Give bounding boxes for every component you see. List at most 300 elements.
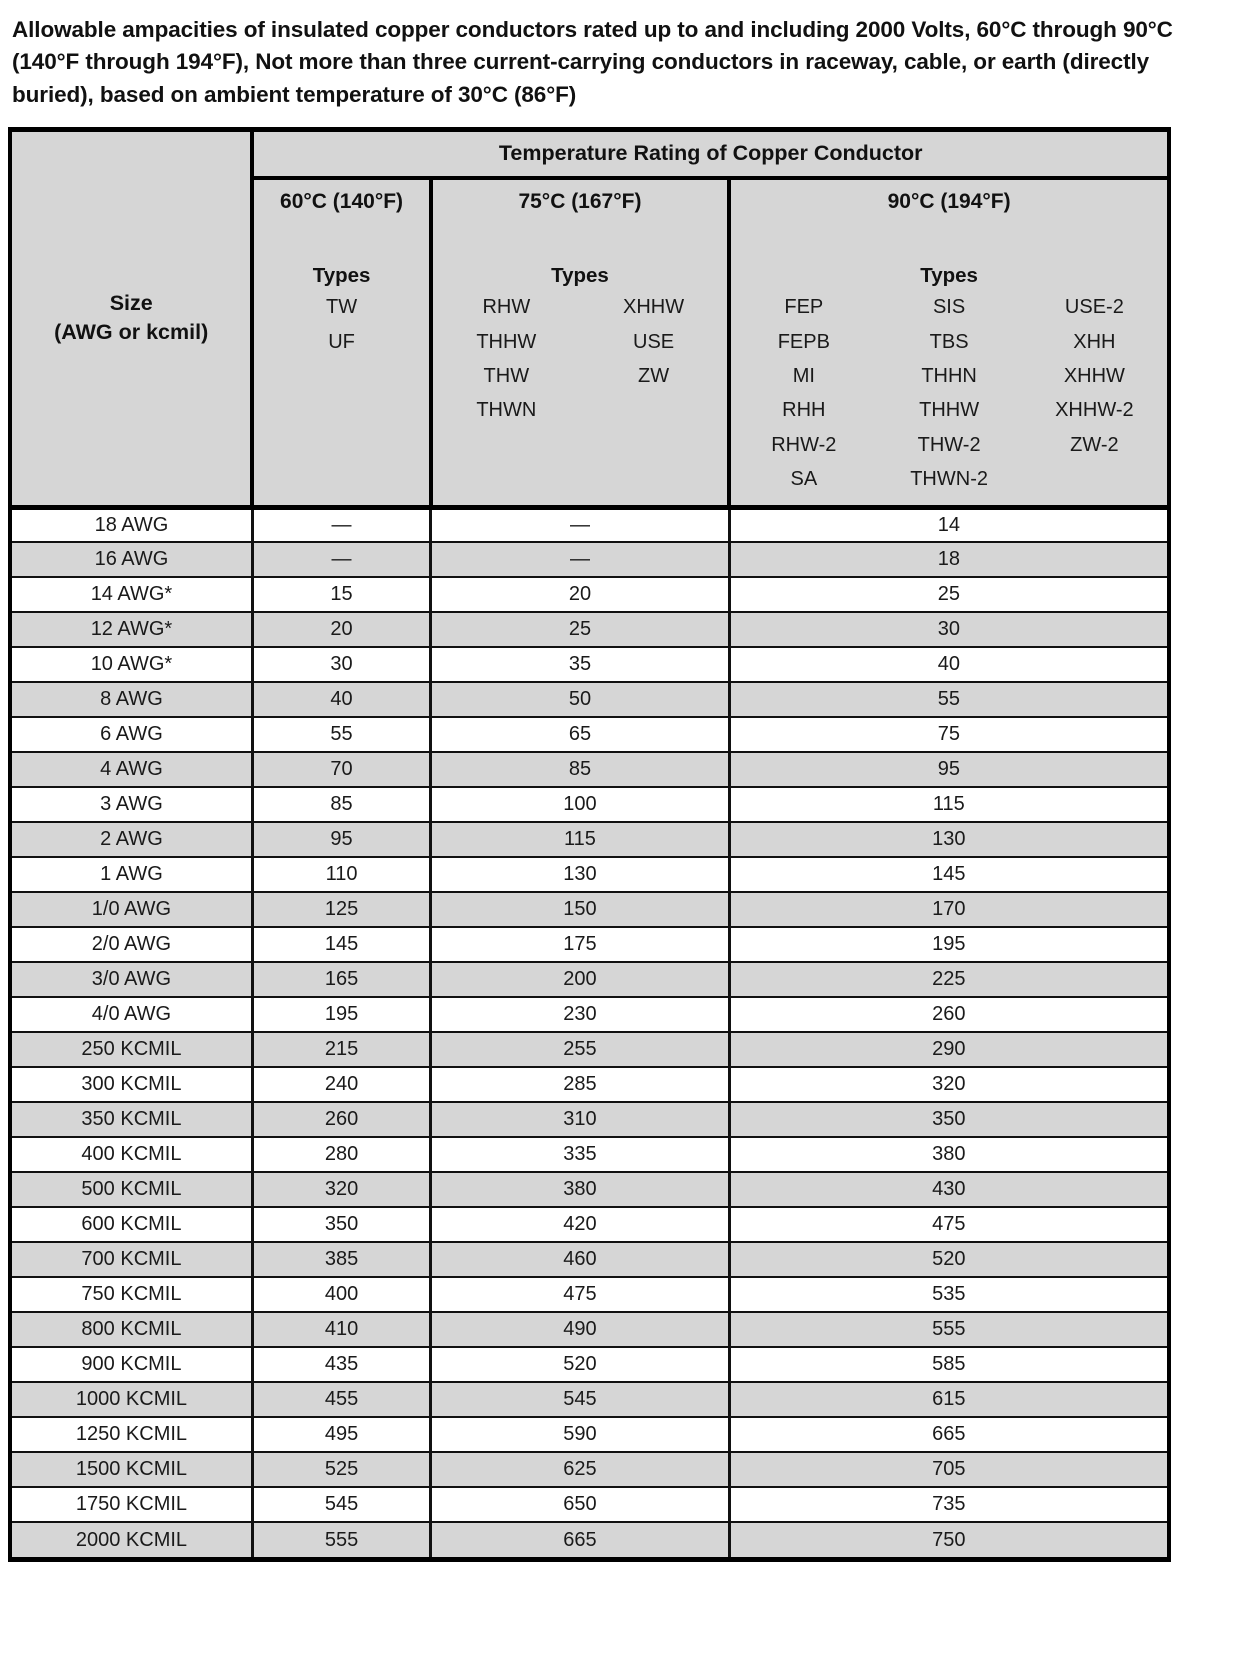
- cell-ampacity-60c: [252, 717, 430, 752]
- cell-ampacity-60c: [252, 752, 430, 787]
- cell-size: [12, 717, 252, 752]
- cell-size-value: 1500 KCMIL: [75, 1458, 188, 1481]
- cell-ampacity-60c-value: 280: [324, 1143, 359, 1166]
- cell-ampacity-75c-value: 255: [563, 1038, 597, 1061]
- cell-ampacity-75c-value: 545: [563, 1388, 597, 1411]
- table-row: [12, 822, 1167, 857]
- cell-ampacity-60c-value: 15: [330, 583, 353, 606]
- cell-size-value: 1000 KCMIL: [75, 1388, 188, 1411]
- cell-ampacity-75c-value: 520: [563, 1353, 597, 1376]
- cell-size: [12, 577, 252, 612]
- cell-ampacity-90c: [729, 1277, 1167, 1312]
- table-row: [12, 577, 1167, 612]
- cell-ampacity-90c: [729, 752, 1167, 787]
- cell-size-value: 1250 KCMIL: [75, 1423, 188, 1446]
- cell-ampacity-60c: [252, 1242, 430, 1277]
- cell-ampacity-75c: [431, 1067, 730, 1102]
- conductor-type-rhw: RHW: [482, 296, 531, 319]
- cell-ampacity-60c: [252, 1172, 430, 1207]
- cell-ampacity-90c-value: 30: [937, 618, 960, 641]
- cell-ampacity-90c-value: 430: [932, 1178, 966, 1201]
- conductor-type-thw-2: THW-2: [917, 433, 981, 456]
- ampacity-table: [12, 132, 1167, 1557]
- cell-ampacity-75c: [431, 892, 730, 927]
- table-row: [12, 1487, 1167, 1522]
- cell-ampacity-90c-value: 115: [932, 793, 965, 816]
- table-row: [12, 1382, 1167, 1417]
- cell-ampacity-90c-value: 350: [932, 1108, 966, 1131]
- cell-ampacity-75c-value: —: [569, 513, 590, 536]
- cell-ampacity-90c-value: 25: [937, 583, 960, 606]
- table-row: [12, 1242, 1167, 1277]
- cell-ampacity-90c: [729, 1137, 1167, 1172]
- table-row: [12, 1137, 1167, 1172]
- size-header-cell: [12, 132, 252, 504]
- temperature-rating-header: Temperature Rating of Copper Conductor: [252, 132, 1167, 178]
- cell-size-value: 10 AWG*: [90, 653, 173, 676]
- cell-ampacity-75c: [431, 577, 730, 612]
- cell-ampacity-90c-value: 520: [932, 1248, 966, 1271]
- cell-size: [12, 962, 252, 997]
- conductor-type-mi: MI: [792, 364, 815, 387]
- cell-ampacity-60c: [252, 1137, 430, 1172]
- cell-ampacity-60c-value: 400: [324, 1283, 359, 1306]
- cell-ampacity-75c: [431, 1452, 730, 1487]
- cell-ampacity-60c: [252, 1102, 430, 1137]
- size-header-line1: Size: [109, 291, 153, 316]
- table-row: [12, 1522, 1167, 1557]
- cell-ampacity-90c: [729, 1522, 1167, 1557]
- cell-ampacity-75c: [431, 822, 730, 857]
- cell-size-value: 3/0 AWG: [91, 968, 172, 991]
- table-row: [12, 787, 1167, 822]
- cell-size-value: 250 KCMIL: [81, 1038, 182, 1061]
- cell-size-value: 350 KCMIL: [81, 1108, 182, 1131]
- cell-size: [12, 1242, 252, 1277]
- conductor-type-thhw: THHW: [476, 330, 537, 353]
- cell-size-value: 1750 KCMIL: [75, 1493, 188, 1516]
- cell-ampacity-60c-value: 215: [324, 1038, 359, 1061]
- table-row: [12, 857, 1167, 892]
- cell-ampacity-90c: [729, 717, 1167, 752]
- cell-size-value: 500 KCMIL: [81, 1178, 182, 1201]
- temp-header-90c-cell: [729, 178, 1167, 218]
- cell-ampacity-75c: [431, 1277, 730, 1312]
- cell-ampacity-90c: [729, 507, 1167, 542]
- cell-ampacity-60c: [252, 612, 430, 647]
- conductor-type-thwn: THWN: [476, 399, 537, 422]
- cell-size: [12, 682, 252, 717]
- cell-ampacity-90c: [729, 962, 1167, 997]
- cell-ampacity-90c-value: 475: [932, 1213, 966, 1236]
- cell-ampacity-90c-value: 615: [932, 1388, 966, 1411]
- cell-size: [12, 507, 252, 542]
- cell-size-value: 2 AWG: [100, 828, 163, 851]
- types-list-75c: [433, 290, 728, 436]
- cell-ampacity-75c-value: 625: [563, 1458, 597, 1481]
- cell-ampacity-60c: [252, 1067, 430, 1102]
- cell-ampacity-90c: [729, 612, 1167, 647]
- ampacity-table-container: [8, 127, 1171, 1562]
- cell-size: [12, 542, 252, 577]
- cell-ampacity-90c-value: 750: [932, 1528, 966, 1551]
- cell-ampacity-60c-value: 455: [324, 1388, 359, 1411]
- cell-size: [12, 752, 252, 787]
- cell-size-value: 3 AWG: [100, 793, 163, 816]
- cell-ampacity-90c: [729, 577, 1167, 612]
- cell-ampacity-90c-value: 130: [932, 828, 966, 851]
- conductor-type-zw-2: ZW-2: [1070, 433, 1119, 456]
- table-row: [12, 1207, 1167, 1242]
- cell-ampacity-60c-value: —: [331, 513, 352, 536]
- cell-size: [12, 1137, 252, 1172]
- conductor-type-thwn-2: THWN-2: [910, 468, 988, 491]
- cell-size: [12, 892, 252, 927]
- cell-ampacity-90c: [729, 1242, 1167, 1277]
- table-row: [12, 1172, 1167, 1207]
- cell-ampacity-75c: [431, 1347, 730, 1382]
- cell-ampacity-75c: [431, 1417, 730, 1452]
- cell-size-value: 900 KCMIL: [81, 1353, 182, 1376]
- conductor-type-xhhw: XHHW: [623, 296, 685, 319]
- cell-ampacity-90c: [729, 857, 1167, 892]
- table-body: [12, 507, 1167, 1557]
- cell-ampacity-75c: [431, 1487, 730, 1522]
- cell-size-value: 16 AWG: [94, 548, 169, 571]
- cell-ampacity-90c: [729, 1417, 1167, 1452]
- cell-size: [12, 787, 252, 822]
- cell-ampacity-60c: [252, 1382, 430, 1417]
- conductor-type-thhw: THHW: [919, 399, 980, 422]
- cell-size-value: 800 KCMIL: [81, 1318, 182, 1341]
- cell-size-value: 4/0 AWG: [91, 1003, 172, 1026]
- conductor-type-rhh: RHH: [782, 399, 826, 422]
- conductor-type-sis: SIS: [932, 296, 966, 319]
- cell-ampacity-60c-value: 110: [325, 863, 358, 886]
- cell-ampacity-90c-value: 225: [932, 968, 966, 991]
- temp-header-75c-cell: [431, 178, 730, 218]
- cell-size: [12, 1452, 252, 1487]
- conductor-type-use: USE: [633, 330, 675, 353]
- cell-ampacity-75c-value: 35: [568, 653, 592, 676]
- cell-ampacity-75c: [431, 647, 730, 682]
- cell-ampacity-60c-value: 165: [324, 968, 359, 991]
- cell-ampacity-90c-value: 535: [932, 1283, 966, 1306]
- cell-ampacity-90c: [729, 647, 1167, 682]
- cell-ampacity-75c: [431, 1312, 730, 1347]
- table-row: [12, 507, 1167, 542]
- table-row: [12, 962, 1167, 997]
- cell-ampacity-90c: [729, 1067, 1167, 1102]
- cell-ampacity-60c: [252, 997, 430, 1032]
- cell-ampacity-90c-value: 95: [937, 758, 960, 781]
- cell-ampacity-75c: [431, 997, 730, 1032]
- cell-ampacity-60c: [252, 857, 430, 892]
- cell-ampacity-75c-value: 25: [568, 618, 592, 641]
- cell-ampacity-60c-value: 350: [324, 1213, 359, 1236]
- cell-size-value: 8 AWG: [100, 688, 163, 711]
- cell-ampacity-75c: [431, 1137, 730, 1172]
- cell-ampacity-75c-value: 200: [563, 968, 597, 991]
- cell-ampacity-60c-value: 40: [330, 688, 353, 711]
- cell-size-value: 1/0 AWG: [91, 898, 172, 921]
- table-row: [12, 1102, 1167, 1137]
- cell-ampacity-90c-value: 195: [932, 933, 966, 956]
- cell-ampacity-60c: [252, 787, 430, 822]
- table-row: [12, 717, 1167, 752]
- cell-ampacity-75c-value: 475: [563, 1283, 597, 1306]
- cell-size: [12, 647, 252, 682]
- cell-ampacity-90c-value: 665: [932, 1423, 966, 1446]
- conductor-type-xhhw-2: XHHW-2: [1055, 399, 1134, 422]
- cell-ampacity-75c-value: 150: [563, 898, 597, 921]
- cell-ampacity-60c-value: 555: [324, 1528, 359, 1551]
- conductor-type-tbs: TBS: [929, 330, 969, 353]
- cell-size-value: 14 AWG*: [90, 583, 173, 606]
- cell-ampacity-75c-value: 65: [568, 723, 592, 746]
- conductor-type-rhw-2: RHW-2: [771, 433, 837, 456]
- cell-size-value: 18 AWG: [94, 513, 169, 536]
- cell-size-value: 300 KCMIL: [81, 1073, 182, 1096]
- cell-ampacity-90c: [729, 1487, 1167, 1522]
- cell-ampacity-60c: [252, 927, 430, 962]
- cell-size: [12, 1487, 252, 1522]
- cell-ampacity-60c-value: 30: [330, 653, 353, 676]
- table-row: [12, 997, 1167, 1032]
- conductor-type-uf: UF: [328, 330, 355, 353]
- cell-ampacity-90c-value: 555: [932, 1318, 966, 1341]
- cell-size-value: 750 KCMIL: [81, 1283, 182, 1306]
- cell-size: [12, 1102, 252, 1137]
- cell-size: [12, 1382, 252, 1417]
- cell-ampacity-60c-value: 70: [330, 758, 353, 781]
- cell-ampacity-75c: [431, 542, 730, 577]
- cell-size: [12, 1067, 252, 1102]
- conductor-type-thhn: THHN: [921, 364, 977, 387]
- cell-ampacity-60c: [252, 682, 430, 717]
- cell-size-value: 400 KCMIL: [81, 1143, 182, 1166]
- types-label-75c: Types: [551, 264, 609, 288]
- cell-ampacity-60c-value: 545: [324, 1493, 359, 1516]
- cell-ampacity-75c: [431, 927, 730, 962]
- cell-ampacity-75c: [431, 1522, 730, 1557]
- cell-ampacity-60c-value: 410: [324, 1318, 359, 1341]
- cell-size: [12, 1207, 252, 1242]
- cell-ampacity-75c-value: 85: [568, 758, 592, 781]
- temp-header-60c-cell: [252, 178, 430, 218]
- cell-ampacity-75c-value: 665: [563, 1528, 597, 1551]
- cell-ampacity-60c: [252, 1277, 430, 1312]
- cell-size-value: 4 AWG: [100, 758, 163, 781]
- cell-ampacity-75c-value: 175: [563, 933, 597, 956]
- cell-ampacity-90c: [729, 1032, 1167, 1067]
- header-row-spanning: [12, 132, 1167, 178]
- table-row: [12, 1312, 1167, 1347]
- cell-ampacity-75c-value: 130: [563, 863, 597, 886]
- table-row: [12, 612, 1167, 647]
- cell-ampacity-90c: [729, 1172, 1167, 1207]
- cell-ampacity-75c: [431, 752, 730, 787]
- cell-ampacity-90c: [729, 822, 1167, 857]
- cell-ampacity-60c: [252, 1487, 430, 1522]
- cell-ampacity-75c-value: 310: [563, 1108, 597, 1131]
- cell-ampacity-60c-value: 385: [324, 1248, 359, 1271]
- cell-ampacity-90c-value: 40: [937, 653, 960, 676]
- table-row: [12, 1032, 1167, 1067]
- cell-ampacity-75c: [431, 1102, 730, 1137]
- cell-ampacity-90c: [729, 787, 1167, 822]
- table-row: [12, 542, 1167, 577]
- cell-ampacity-60c-value: 125: [324, 898, 359, 921]
- cell-size: [12, 1172, 252, 1207]
- cell-ampacity-90c: [729, 1207, 1167, 1242]
- cell-ampacity-90c-value: 290: [932, 1038, 966, 1061]
- temp-header-60c: 60°C (140°F): [280, 190, 404, 214]
- cell-ampacity-60c: [252, 892, 430, 927]
- cell-ampacity-75c-value: —: [569, 548, 590, 571]
- cell-ampacity-75c-value: 460: [563, 1248, 597, 1271]
- cell-ampacity-60c-value: 260: [324, 1108, 359, 1131]
- cell-size: [12, 1347, 252, 1382]
- cell-ampacity-90c: [729, 927, 1167, 962]
- cell-ampacity-90c: [729, 682, 1167, 717]
- cell-ampacity-90c-value: 18: [937, 548, 960, 571]
- cell-ampacity-90c-value: 705: [932, 1458, 966, 1481]
- types-75c-cell: [431, 218, 730, 504]
- cell-ampacity-75c-value: 20: [568, 583, 592, 606]
- cell-ampacity-75c: [431, 962, 730, 997]
- conductor-type-xhh: XHH: [1073, 330, 1116, 353]
- cell-ampacity-90c-value: 55: [937, 688, 960, 711]
- cell-size: [12, 1417, 252, 1452]
- cell-ampacity-75c-value: 335: [563, 1143, 597, 1166]
- cell-ampacity-60c: [252, 1312, 430, 1347]
- cell-ampacity-75c-value: 50: [568, 688, 592, 711]
- cell-ampacity-60c: [252, 1032, 430, 1067]
- cell-ampacity-90c-value: 75: [937, 723, 960, 746]
- cell-size: [12, 997, 252, 1032]
- cell-ampacity-75c: [431, 787, 730, 822]
- cell-ampacity-75c-value: 285: [563, 1073, 597, 1096]
- types-label-60c: Types: [312, 264, 371, 288]
- cell-ampacity-60c: [252, 1347, 430, 1382]
- cell-ampacity-90c-value: 380: [932, 1143, 966, 1166]
- table-row: [12, 682, 1167, 717]
- conductor-type-tw: TW: [326, 296, 358, 319]
- cell-ampacity-75c: [431, 682, 730, 717]
- cell-size-value: 12 AWG*: [90, 618, 173, 641]
- cell-ampacity-90c-value: 260: [932, 1003, 966, 1026]
- cell-ampacity-90c: [729, 542, 1167, 577]
- cell-ampacity-60c: [252, 1452, 430, 1487]
- cell-ampacity-75c-value: 230: [563, 1003, 597, 1026]
- table-row: [12, 647, 1167, 682]
- cell-size: [12, 822, 252, 857]
- table-row: [12, 1277, 1167, 1312]
- table-row: [12, 1452, 1167, 1487]
- cell-ampacity-60c-value: 320: [324, 1178, 359, 1201]
- table-row: [12, 1417, 1167, 1452]
- cell-ampacity-60c: [252, 1207, 430, 1242]
- size-header-line2: (AWG or kcmil): [54, 320, 209, 345]
- cell-ampacity-75c: [431, 1172, 730, 1207]
- conductor-type-use-2: USE-2: [1064, 296, 1124, 319]
- cell-ampacity-75c: [431, 857, 730, 892]
- cell-size: [12, 1277, 252, 1312]
- cell-ampacity-75c-value: 115: [564, 828, 596, 851]
- conductor-type-thw: THW: [483, 364, 530, 387]
- temp-header-90c: 90°C (194°F): [887, 190, 1011, 214]
- cell-ampacity-90c-value: 145: [932, 863, 966, 886]
- cell-ampacity-90c: [729, 997, 1167, 1032]
- page-title: Allowable ampacities of insulated copper conductors rated up to and including 2000 Volts, 60°C through 90°C (140°F through 194°F), Not more than three current-carrying conductors in raceway, cable, or earth (directly buried), based on ambient temperature of 30°C (86°F): [12, 17, 1173, 107]
- conductor-type-fep: FEP: [784, 296, 824, 319]
- cell-ampacity-60c: [252, 577, 430, 612]
- cell-ampacity-60c-value: 195: [324, 1003, 359, 1026]
- cell-size: [12, 927, 252, 962]
- cell-ampacity-60c-value: 20: [330, 618, 353, 641]
- cell-ampacity-60c-value: 145: [324, 933, 359, 956]
- types-90c-cell: [729, 218, 1167, 504]
- cell-size-value: 700 KCMIL: [81, 1248, 182, 1271]
- cell-ampacity-75c: [431, 1382, 730, 1417]
- cell-ampacity-90c-value: 585: [932, 1353, 966, 1376]
- cell-ampacity-90c: [729, 1382, 1167, 1417]
- cell-ampacity-60c: [252, 1417, 430, 1452]
- cell-ampacity-60c-value: 435: [324, 1353, 359, 1376]
- temp-header-75c: 75°C (167°F): [518, 190, 642, 214]
- table-header: [12, 132, 1167, 507]
- cell-size: [12, 1522, 252, 1557]
- cell-ampacity-90c-value: 735: [932, 1493, 966, 1516]
- cell-ampacity-60c: [252, 962, 430, 997]
- cell-ampacity-75c: [431, 717, 730, 752]
- table-row: [12, 752, 1167, 787]
- cell-ampacity-75c: [431, 1207, 730, 1242]
- cell-ampacity-75c-value: 650: [563, 1493, 597, 1516]
- table-row: [12, 1067, 1167, 1102]
- cell-ampacity-60c: [252, 507, 430, 542]
- cell-ampacity-75c: [431, 1032, 730, 1067]
- cell-size-value: 600 KCMIL: [81, 1213, 182, 1236]
- cell-ampacity-90c-value: 14: [937, 513, 960, 536]
- types-list-60c: [254, 290, 428, 367]
- cell-ampacity-60c: [252, 1522, 430, 1557]
- cell-ampacity-60c-value: —: [331, 548, 352, 571]
- table-row: [12, 892, 1167, 927]
- cell-size: [12, 857, 252, 892]
- cell-ampacity-60c: [252, 647, 430, 682]
- cell-size: [12, 1312, 252, 1347]
- cell-ampacity-75c-value: 100: [563, 793, 597, 816]
- cell-ampacity-75c-value: 380: [563, 1178, 597, 1201]
- cell-ampacity-90c: [729, 1452, 1167, 1487]
- conductor-type-xhhw: XHHW: [1063, 364, 1125, 387]
- cell-ampacity-90c-value: 170: [932, 898, 966, 921]
- cell-size: [12, 1032, 252, 1067]
- cell-ampacity-60c-value: 525: [324, 1458, 359, 1481]
- cell-ampacity-75c: [431, 612, 730, 647]
- table-row: [12, 927, 1167, 962]
- cell-ampacity-90c: [729, 1102, 1167, 1137]
- cell-size-value: 6 AWG: [100, 723, 163, 746]
- cell-ampacity-90c: [729, 1312, 1167, 1347]
- cell-ampacity-90c: [729, 1347, 1167, 1382]
- types-list-90c: [731, 290, 1167, 504]
- cell-ampacity-60c-value: 495: [324, 1423, 359, 1446]
- table-row: [12, 1347, 1167, 1382]
- cell-ampacity-60c: [252, 542, 430, 577]
